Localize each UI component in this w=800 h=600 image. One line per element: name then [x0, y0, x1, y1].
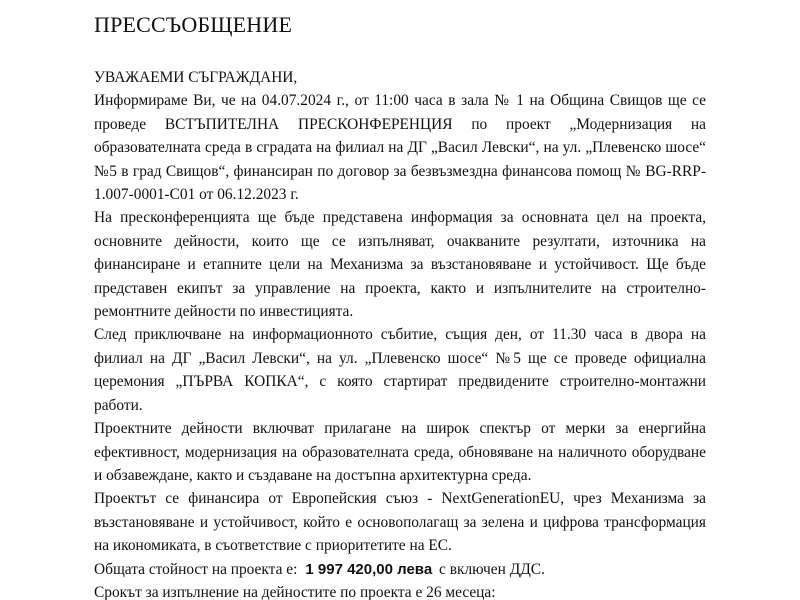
document-body [94, 66, 706, 600]
document-title: ПРЕССЪОБЩЕНИЕ [94, 12, 293, 37]
greeting: УВАЖАЕМИ СЪГРАЖДАНИ, [94, 69, 298, 86]
paragraph-line: №5 в град Свищов“, финансиран по договор за безвъзмездна финансова помощ № BG-RRP- [94, 162, 706, 180]
paragraph [94, 323, 706, 417]
paragraph-line: образователната среда в сградата на филиал на ДГ „Васил Левски“, на ул. „Плевенско шосе“ [94, 139, 706, 157]
paragraph [94, 417, 706, 487]
paragraph [94, 487, 706, 557]
paragraphs-container [94, 89, 706, 557]
paragraph-line: проведе ВСТЪПИТЕЛНА ПРЕСКОНФЕРЕНЦИЯ по проект „Модернизация на [94, 115, 706, 133]
paragraph [94, 206, 706, 323]
paragraph-line: На пресконференцията ще бъде представена информация за основната цел на проекта, [94, 209, 706, 227]
paragraph-line: Информираме Ви, че на 04.07.2024 г., от 11:00 часа в зала № 1 на Община Свищов ще се [94, 92, 706, 110]
paragraph-line: ремонтните дейности по инвестицията. [94, 303, 354, 321]
paragraph-line: Проектните дейности включват прилагане на широк спектър от мерки за енергийна [94, 420, 706, 438]
paragraph-line: 1.007-0001-C01 от 06.12.2023 г. [94, 186, 299, 204]
paragraph-line: на икономиката, в съответствие с приоритетите на ЕС. [94, 537, 452, 555]
paragraph-line: ефективност, модернизация на образователната среда, обновяване на наличното оборудване [94, 443, 706, 461]
paragraph-line: представен екипът за управление на проекта, както и изпълнителите на строително- [94, 279, 706, 297]
paragraph-line: основните дейности, които ще се изпълняват, очакваните резултати, източника на [94, 232, 706, 250]
paragraph-line: Проектът се финансира от Европейския съюз - NextGenerationEU, чрез Механизма за [94, 490, 706, 508]
total-value-prefix: Общата стойност на проекта е: [94, 560, 298, 578]
total-value-suffix: с включен ДДС. [439, 560, 545, 578]
paragraph-line: възстановяване и устойчивост, който е основополагащ за зелена и цифрова трансформация [94, 513, 706, 531]
total-value-line [94, 558, 706, 581]
total-value-amount: 1 997 420,00 лева [305, 560, 433, 578]
paragraph-line: работи. [94, 396, 143, 414]
press-release-document [94, 0, 706, 600]
paragraph-line: финансиране и етапните цели на Механизма за възстановяване и устойчивост. Ще бъде [94, 256, 706, 274]
paragraph-line: церемония „ПЪРВА КОПКА“, с която стартират предвидените строително-монтажни [94, 373, 706, 391]
duration-line: Срокът за изпълнение на дейностите по проекта е 26 месеца: [94, 583, 496, 600]
paragraph-line: След приключване на информационното събитие, същия ден, от 11.30 часа в двора на [94, 326, 706, 344]
paragraph [94, 89, 706, 206]
paragraph-line: и обзавеждане, както и създаване на достъпна архитектурна среда. [94, 466, 532, 484]
paragraph-line: филиал на ДГ „Васил Левски“, на ул. „Плевенско шосе“ №5 ще се проведе официална [94, 349, 706, 367]
